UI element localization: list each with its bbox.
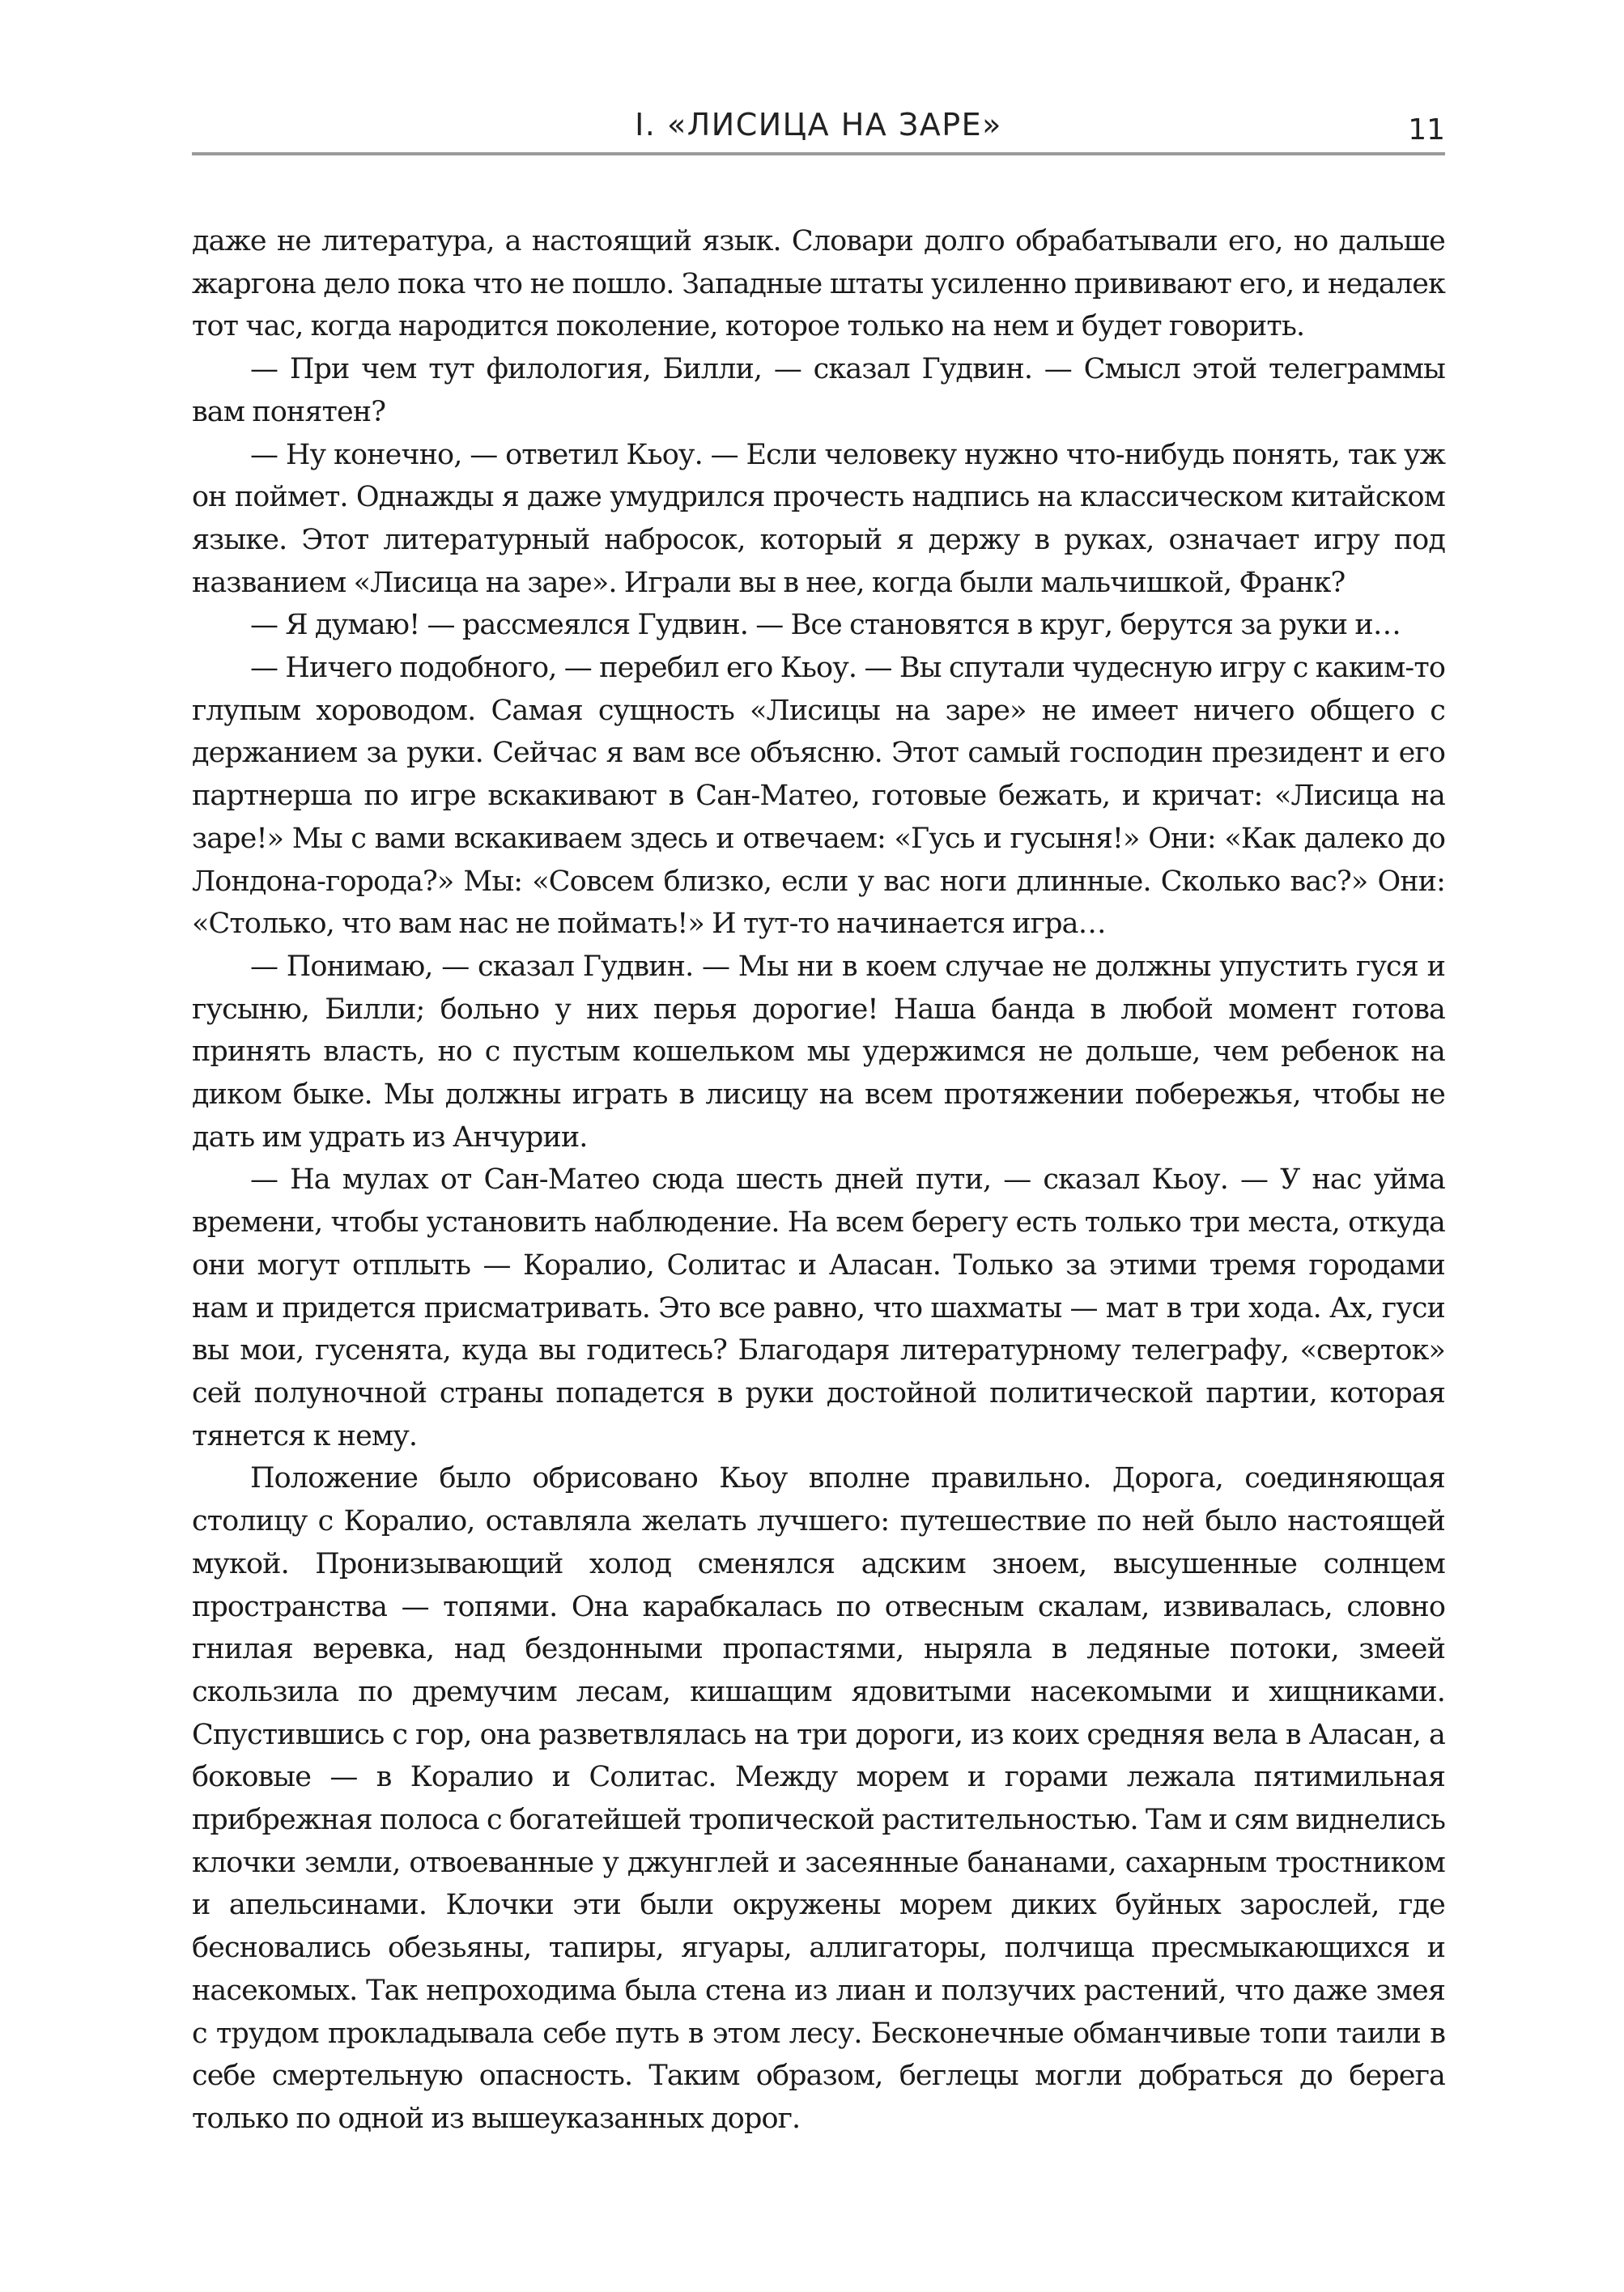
body-text [192,220,1445,2141]
paragraph: — Понимаю, — сказал Гудвин. — Мы ни в коем случае не должны упустить гуся и гусыню, Билли; больно у них перья дорогие! Наша банда в любой момент готова принять власть, но с пустым кошельком мы удержимся не дольше, чем ребенок на диком быке. Мы должны играть в лисицу на всем протяжении побережья, чтобы не дать им удрать из Анчурии. [192,950,1445,1154]
paragraph: Положение было обрисовано Кьоу вполне правильно. Дорога, соединяющая столицу с Коралио, оставляла желать лучшего: путешествие по ней было настоящей мукой. Пронизывающий холод сменялся адским зноем, высушенные солнцем пространства — топями. Она карабкалась по отвесным скалам, извивалась, словно гнилая веревка, над бездонными пропастями, ныряла в ледяные потоки, змеей скользила по дремучим лесам, кишащим ядовитыми насекомыми и хищниками. Спустившись с гор, она разветвлялась на три дороги, из коих средняя вела в Аласан, а боковые — в Коралио и Солитас. Между морем и горами лежала пятимильная прибрежная полоса с богатейшей тропической растительностью. Там и сям виднелись клочки земли, отвоеванные у джунглей и засеянные бананами, сахарным тростником и апельсинами. Клочки эти были окружены морем диких буйных зарослей, где бесновались обезьяны, тапиры, ягуары, аллигаторы, полчища пресмыкающихся и насекомых. Так непроходима была стена из лиан и ползучих растений, что даже змея с трудом прокладывала себе путь в этом лесу. Бесконечные обманчивые топи таили в себе смертельную опасность. Таким образом, беглецы могли добраться до берега только по одной из вышеуказанных дорог. [192,1462,1445,2135]
paragraph: — Ничего подобного, — перебил его Кьоу. — Вы спутали чудесную игру с каким-то глупым хороводом. Самая сущность «Лисицы на заре» не имеет ничего общего с держанием за руки. Сейчас я вам все объясню. Этот самый господин президент и его партнерша по игре вскакивают в Сан-Матео, готовые бежать, и кричат: «Лисица на заре!» Мы с вами вскакиваем здесь и отвечаем: «Гусь и гусыня!» Они: «Как далеко до Лондона-города?» Мы: «Совсем близко, если у вас ноги длинные. Сколько вас?» Они: «Столько, что вам нас не поймать!» И тут-то начинается игра… [192,652,1445,941]
paragraph: — Ну конечно, — ответил Кьоу. — Если человеку нужно что-нибудь понять, так уж он поймет. Однажды я даже умудрился прочесть надпись на классическом китайском языке. Этот литературный набросок, который я держу в руках, означает игру под названием «Лисица на заре». Играли вы в нее, когда были мальчишкой, Франк? [192,438,1445,599]
chapter-running-title: I. «ЛИСИЦА НА ЗАРЕ» [635,107,1002,142]
paragraph: — На мулах от Сан-Матео сюда шесть дней пути, — сказал Кьоу. — У нас уйма времени, чтобы установить наблюдение. На всем берегу есть только три места, откуда они могут отплыть — Коралио, Солитас и Аласан. Только за этими тремя городами нам и придется присматривать. Это все равно, что шахматы — мат в три хода. Ах, гуси вы мои, гусенята, куда вы годитесь? Благодаря литературному телеграфу, «сверток» сей полуночной страны попадется в руки достойной политической партии, которая тянется к нему. [192,1163,1445,1452]
paragraph: — При чем тут филология, Билли, — сказал Гудвин. — Смысл этой телеграммы вам понятен? [192,353,1445,428]
header-rule [192,152,1445,155]
running-header [192,104,1445,152]
page-number: 11 [1408,113,1445,147]
paragraph: даже не литература, а настоящий язык. Словари долго обрабатывали его, но дальше жаргона дело пока что не пошло. Западные штаты усиленно прививают его, и недалек тот час, когда народится поколение, которое только на нем и будет говорить. [192,225,1445,343]
paragraph: — Я думаю! — рассмеялся Гудвин. — Все становятся в круг, берутся за руки и… [250,609,1401,642]
